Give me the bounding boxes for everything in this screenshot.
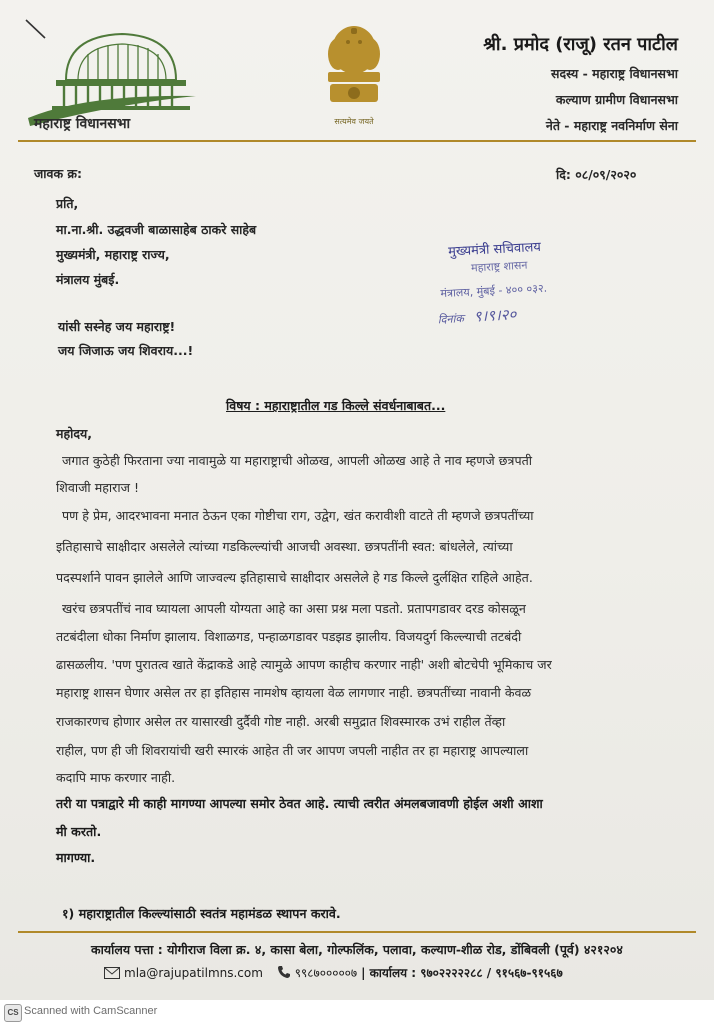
body-line: ढासळलीय. 'पण पुरातत्व खाते केंद्राकडे आहे त्यामुळे आपण काहीच करणार नाही' अशी बोटचेपी भूमिकाच जर — [56, 657, 552, 672]
camscanner-bar — [0, 1000, 714, 1024]
contact-row — [104, 964, 563, 981]
mla-name: श्री. प्रमोद (राजू) रतन पाटील — [483, 34, 678, 55]
emblem-motto: सत्यमेव जयते — [334, 117, 374, 126]
phone-icon — [277, 965, 291, 979]
national-emblem-icon — [314, 20, 394, 130]
letter-date: दि: ०८/०९/२०२० — [556, 167, 637, 182]
demand-item: १) महाराष्ट्रातील किल्ल्यांसाठी स्वतंत्र महामंडळ स्थापन करावे. — [62, 906, 341, 921]
body-line: महाराष्ट्र शासन घेणार असेल तर हा इतिहास नामशेष व्हायला वेळ लागणार नाही. छत्रपतींच्या नावानी केवळ — [56, 685, 532, 700]
stamp-date-label: दिनांक — [437, 311, 465, 327]
body-line: पण हे प्रेम, आदरभावना मनात ठेऊन एका गोष्टीचा राग, उद्वेग, खंत करावीशी वाटते ती म्हणजे छत्रपतींच्या — [62, 508, 534, 523]
addressee-title: मुख्यमंत्री, महाराष्ट्र राज्य, — [56, 247, 170, 262]
body-line: राजकारणच होणार असेल तर यासारखी दुर्दैवी गोष्ट नाही. अरबी समुद्रात शिवस्मारक उभं राहील तेंव्हा — [56, 714, 506, 729]
party-position: नेते - महाराष्ट्र नवनिर्माण सेना — [545, 118, 678, 133]
email-icon — [104, 967, 120, 979]
footer-divider — [18, 931, 696, 933]
camscanner-watermark: Scanned with CamScanner — [24, 1005, 158, 1017]
mla-designation: सदस्य - महाराष्ट्र विधानसभा — [551, 66, 678, 81]
body-line: इतिहासाचे साक्षीदार असलेले त्यांच्या गडकिल्ल्यांची आजची अवस्था. छत्रपतींनी स्वत: बांधलेले, त्यांच्या — [56, 539, 513, 554]
stamp-line-3: मंत्रालय, मुंबई - ४०० ०३२. — [440, 281, 548, 301]
body-line: शिवाजी महाराज ! — [56, 480, 139, 495]
constituency: कल्याण ग्रामीण विधानसभा — [555, 92, 678, 107]
assembly-name: महाराष्ट्र विधानसभा — [34, 116, 131, 132]
office-address: कार्यालय पत्ता : योगीराज विला क्र. ४, कासा बेला, गोल्फलिंक, पलावा, कल्याण-शीळ रोड, डोंबिवली (पूर्व) ४२१२०४ — [91, 942, 623, 957]
stamp-date-row — [437, 304, 517, 328]
office-phone: कार्यालय : ९७०२२२२२८८ / ९१५६७-९१५६७ — [369, 966, 563, 980]
camscanner-logo: CS — [4, 1004, 22, 1022]
body-line: खरंच छत्रपतींचं नाव घ्यायला आपली योग्यता आहे का असा प्रश्न मला पडतो. प्रतापगडावर दरड कोसळून — [62, 601, 526, 616]
body-line: राहील, पण ही जी शिवरायांची खरी स्मारकं आहेत ती जर आपण जपली नाहीत तर हा महाराष्ट्र आपल्याला — [56, 743, 529, 758]
email-address: mla@rajupatilmns.com — [124, 966, 263, 980]
demands-label: मागण्या. — [56, 850, 96, 865]
stamp-date: ९।९।२० — [473, 305, 517, 326]
letterhead-details — [483, 32, 678, 134]
stamp-line-2: महाराष्ट्र शासन — [470, 258, 528, 275]
body-line: तटबंदीला धोका निर्माण झालाय. विशाळगड, पन्हाळगडावर पडझड झालीय. विजयदुर्ग किल्ल्याची तटबंदी — [56, 629, 522, 644]
to-label: प्रति, — [56, 196, 79, 211]
greeting-line-1: यांसी सस्नेह जय महाराष्ट्र! — [58, 319, 176, 334]
request-line-1: तरी या पत्राद्वारे मी काही मागण्या आपल्या समोर ठेवत आहे. त्याची त्वरीत अंमलबजावणी होईल अशी आशा — [56, 796, 543, 811]
request-line-2: मी करतो. — [56, 824, 102, 839]
mobile-number: ९९८७०००००७ — [294, 966, 358, 980]
separator: | — [361, 966, 366, 980]
body-line: पदस्पर्शाने पावन झालेले आणि जाज्वल्य इतिहासाचे साक्षीदार असलेले हे गड किल्ले दुर्लक्षित राहिले आहेत. — [56, 570, 533, 585]
body-line: कदापि माफ करणार नाही. — [56, 770, 176, 785]
greeting-line-2: जय जिजाऊ जय शिवराय...! — [58, 343, 194, 358]
addressee-office: मंत्रालय मुंबई. — [56, 272, 120, 287]
addressee-name: मा.ना.श्री. उद्धवजी बाळासाहेब ठाकरे साहेब — [56, 222, 257, 237]
header-divider — [18, 140, 696, 142]
salutation: महोदय, — [56, 426, 92, 441]
received-stamp — [430, 233, 611, 334]
stamp-line-1: मुख्यमंत्री सचिवालय — [447, 239, 542, 260]
body-line: जगात कुठेही फिरताना ज्या नावामुळे या महाराष्ट्राची ओळख, आपली ओळख आहे ते नाव म्हणजे छत्रपती — [62, 453, 533, 468]
reference-number-label: जावक क्र: — [34, 166, 83, 181]
letter-subject: विषय : महाराष्ट्रातील गड किल्ले संवर्धनाबाबत... — [226, 398, 446, 413]
